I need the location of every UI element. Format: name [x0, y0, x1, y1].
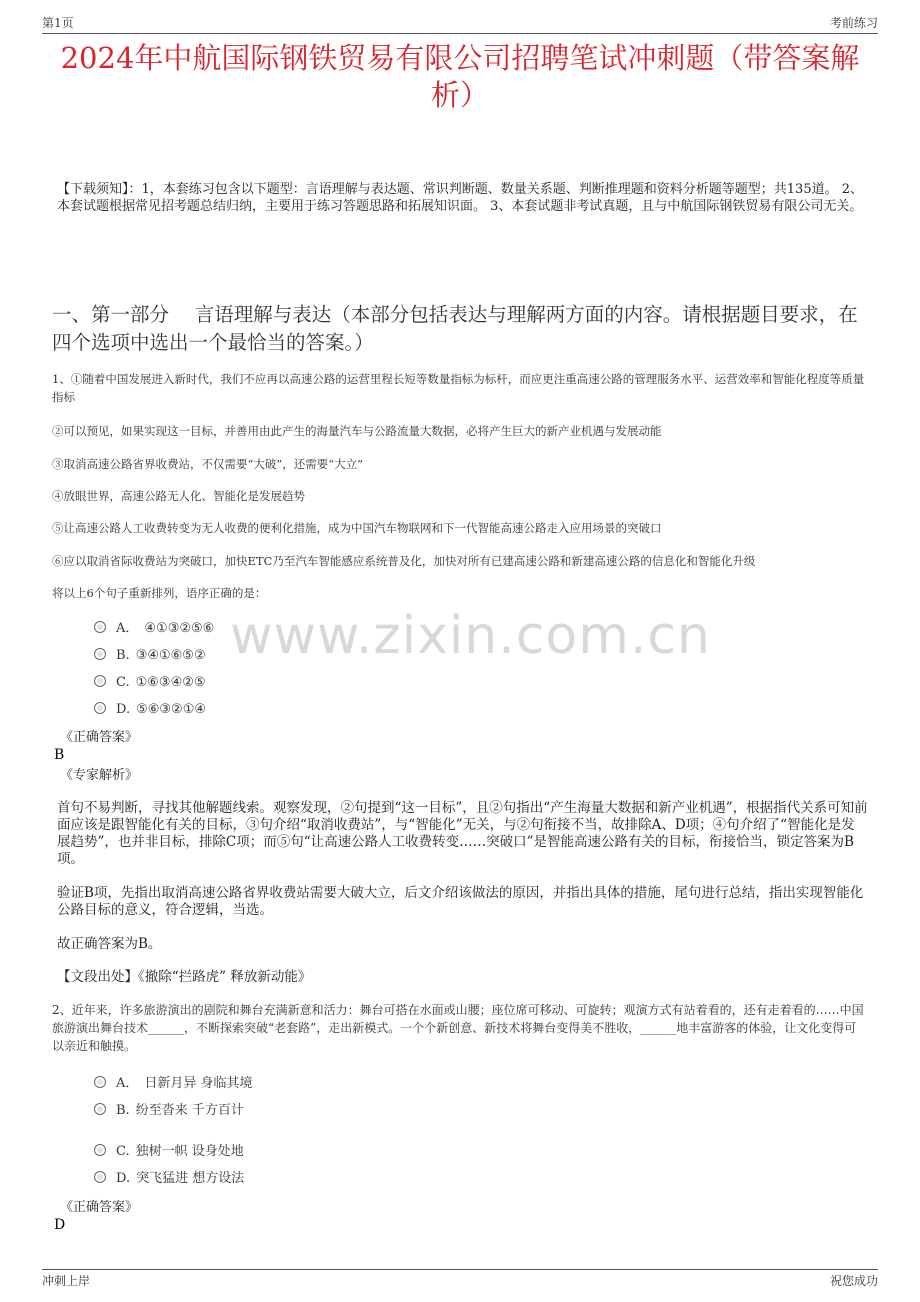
section-heading: 一、第一部分 言语理解与表达（本部分包括表达与理解两方面的内容。请根据题目要求，在四个选项中选出一个最恰当的答案。）: [52, 303, 858, 354]
radio-button-icon[interactable]: [94, 702, 106, 714]
radio-button-icon[interactable]: [94, 675, 106, 687]
q1-option-c[interactable]: C. ①⑥③④②⑤: [94, 674, 206, 692]
q1-sentence-3: ③取消高速公路省界收费站，不仅需要“大破”，还需要“大立”: [52, 457, 364, 471]
q2-option-a[interactable]: A． 日新月异 身临其境: [94, 1075, 253, 1093]
q1-option-b[interactable]: B. ③④①⑥⑤②: [94, 647, 206, 665]
download-notice: 【下载须知】：1，本套练习包含以下题型：言语理解与表达题、常识判断题、数量关系题、判断推理题和资料分析题等题型；共135道。 2、本套试题根据常见招考题总结归纳，主要用于练习答题思路和拓展知识面。 3、本套试题非考试真题，且与中航国际钢铁贸易有限公司无关。: [57, 182, 863, 214]
q2-option-b[interactable]: B. 纷至沓来 千方百计: [94, 1102, 244, 1120]
header-divider: [42, 33, 878, 34]
radio-button-icon[interactable]: [94, 1171, 106, 1183]
q1-source: 【文段出处】《撤除“拦路虎” 释放新动能》: [57, 969, 312, 985]
q2-option-c[interactable]: C. 独树一帜 设身处地: [94, 1143, 244, 1161]
footer-divider: [42, 1269, 878, 1270]
q2-question: 2、近年来，许多旅游演出的剧院和舞台充满新意和活力：舞台可搭在水面或山腰；座位席可移动、可旋转；观演方式有站着看的，还有走着看的……中国旅游演出舞台技术______，不断探索突破“老套路”，走出新模式。一个个新创意、新技术将舞台变得美不胜收，______地丰富游客的体验，让文化变得可以亲近和触摸。: [52, 1003, 864, 1053]
footer-right-text: 祝您成功: [829, 1274, 878, 1288]
q2-option-d[interactable]: D. 突飞猛进 想方设法: [94, 1170, 244, 1188]
q1-sentence-4: ④放眼世界，高速公路无人化、智能化是发展趋势: [52, 489, 305, 503]
radio-button-icon[interactable]: [94, 648, 106, 660]
radio-button-icon[interactable]: [94, 1144, 106, 1156]
q1-verification-paragraph: 验证B项，先指出取消高速公路省界收费站需要大破大立，后文介绍该做法的原因，并指出具体的措施，尾句进行总结，指出实现智能化公路目标的意义，符合逻辑，当选。: [57, 885, 864, 918]
q1-answer-label: 《正确答案》: [60, 730, 139, 745]
q2-answer: D: [54, 1217, 66, 1233]
q1-analysis-label: 《专家解析》: [60, 768, 139, 783]
footer-left-text: 冲刺上岸: [42, 1274, 91, 1288]
q2-answer-label: 《正确答案》: [60, 1200, 139, 1215]
radio-button-icon[interactable]: [94, 1103, 106, 1115]
page-number: 第1页: [42, 16, 74, 30]
document-title: 2024年中航国际钢铁贸易有限公司招聘笔试冲刺题（带答案解析）: [60, 41, 860, 112]
q1-sentence-5: ⑤让高速公路人工收费转变为无人收费的便利化措施，成为中国汽车物联网和下一代智能高速公路走入应用场景的突破口: [52, 521, 662, 535]
page-header: [42, 14, 878, 32]
q1-sentence-1: 1、①随着中国发展进入新时代，我们不应再以高速公路的运营里程长短等数量指标为标杆，而应更注重高速公路的管理服务水平、运营效率和智能化程度等质量指标: [52, 372, 865, 404]
q1-option-d[interactable]: D. ⑤⑥③②①④: [94, 701, 206, 719]
q1-stem: 将以上6个句子重新排列，语序正确的是：: [52, 586, 267, 600]
q1-analysis-paragraph: 首句不易判断，寻找其他解题线索。观察发现，②句提到“这一目标”，且②句指出“产生海量大数据和新产业机遇”，根据指代关系可知前面应该是跟智能化有关的目标，③句介绍“取消收费站”，与“智能化”无关，与②句衔接不当，故排除A、D项；④句介绍了“智能化是发展趋势”，也并非目标，排除C项；而⑤句“让高速公路人工收费转变……突破口”是智能高速公路有关的目标，衔接恰当，锁定答案为B项。: [57, 800, 868, 867]
header-tag: 考前练习: [829, 16, 878, 30]
radio-button-icon[interactable]: [94, 1076, 106, 1088]
radio-button-icon[interactable]: [94, 621, 106, 633]
q1-conclusion: 故正确答案为B。: [57, 936, 162, 952]
watermark: www.zixin.com.cn: [230, 606, 711, 666]
q1-sentence-6: ⑥应以取消省际收费站为突破口，加快ETC乃至汽车智能感应系统普及化，加快对所有已建高速公路和新建高速公路的信息化和智能化升级: [52, 554, 756, 568]
q1-sentence-2: ②可以预见，如果实现这一目标，并善用由此产生的海量汽车与公路流量大数据，必将产生巨大的新产业机遇与发展动能: [52, 424, 662, 438]
q1-answer: B: [54, 747, 65, 763]
page-footer: [42, 1272, 878, 1290]
q1-option-a[interactable]: A． ④①③②⑤⑥: [94, 620, 214, 638]
